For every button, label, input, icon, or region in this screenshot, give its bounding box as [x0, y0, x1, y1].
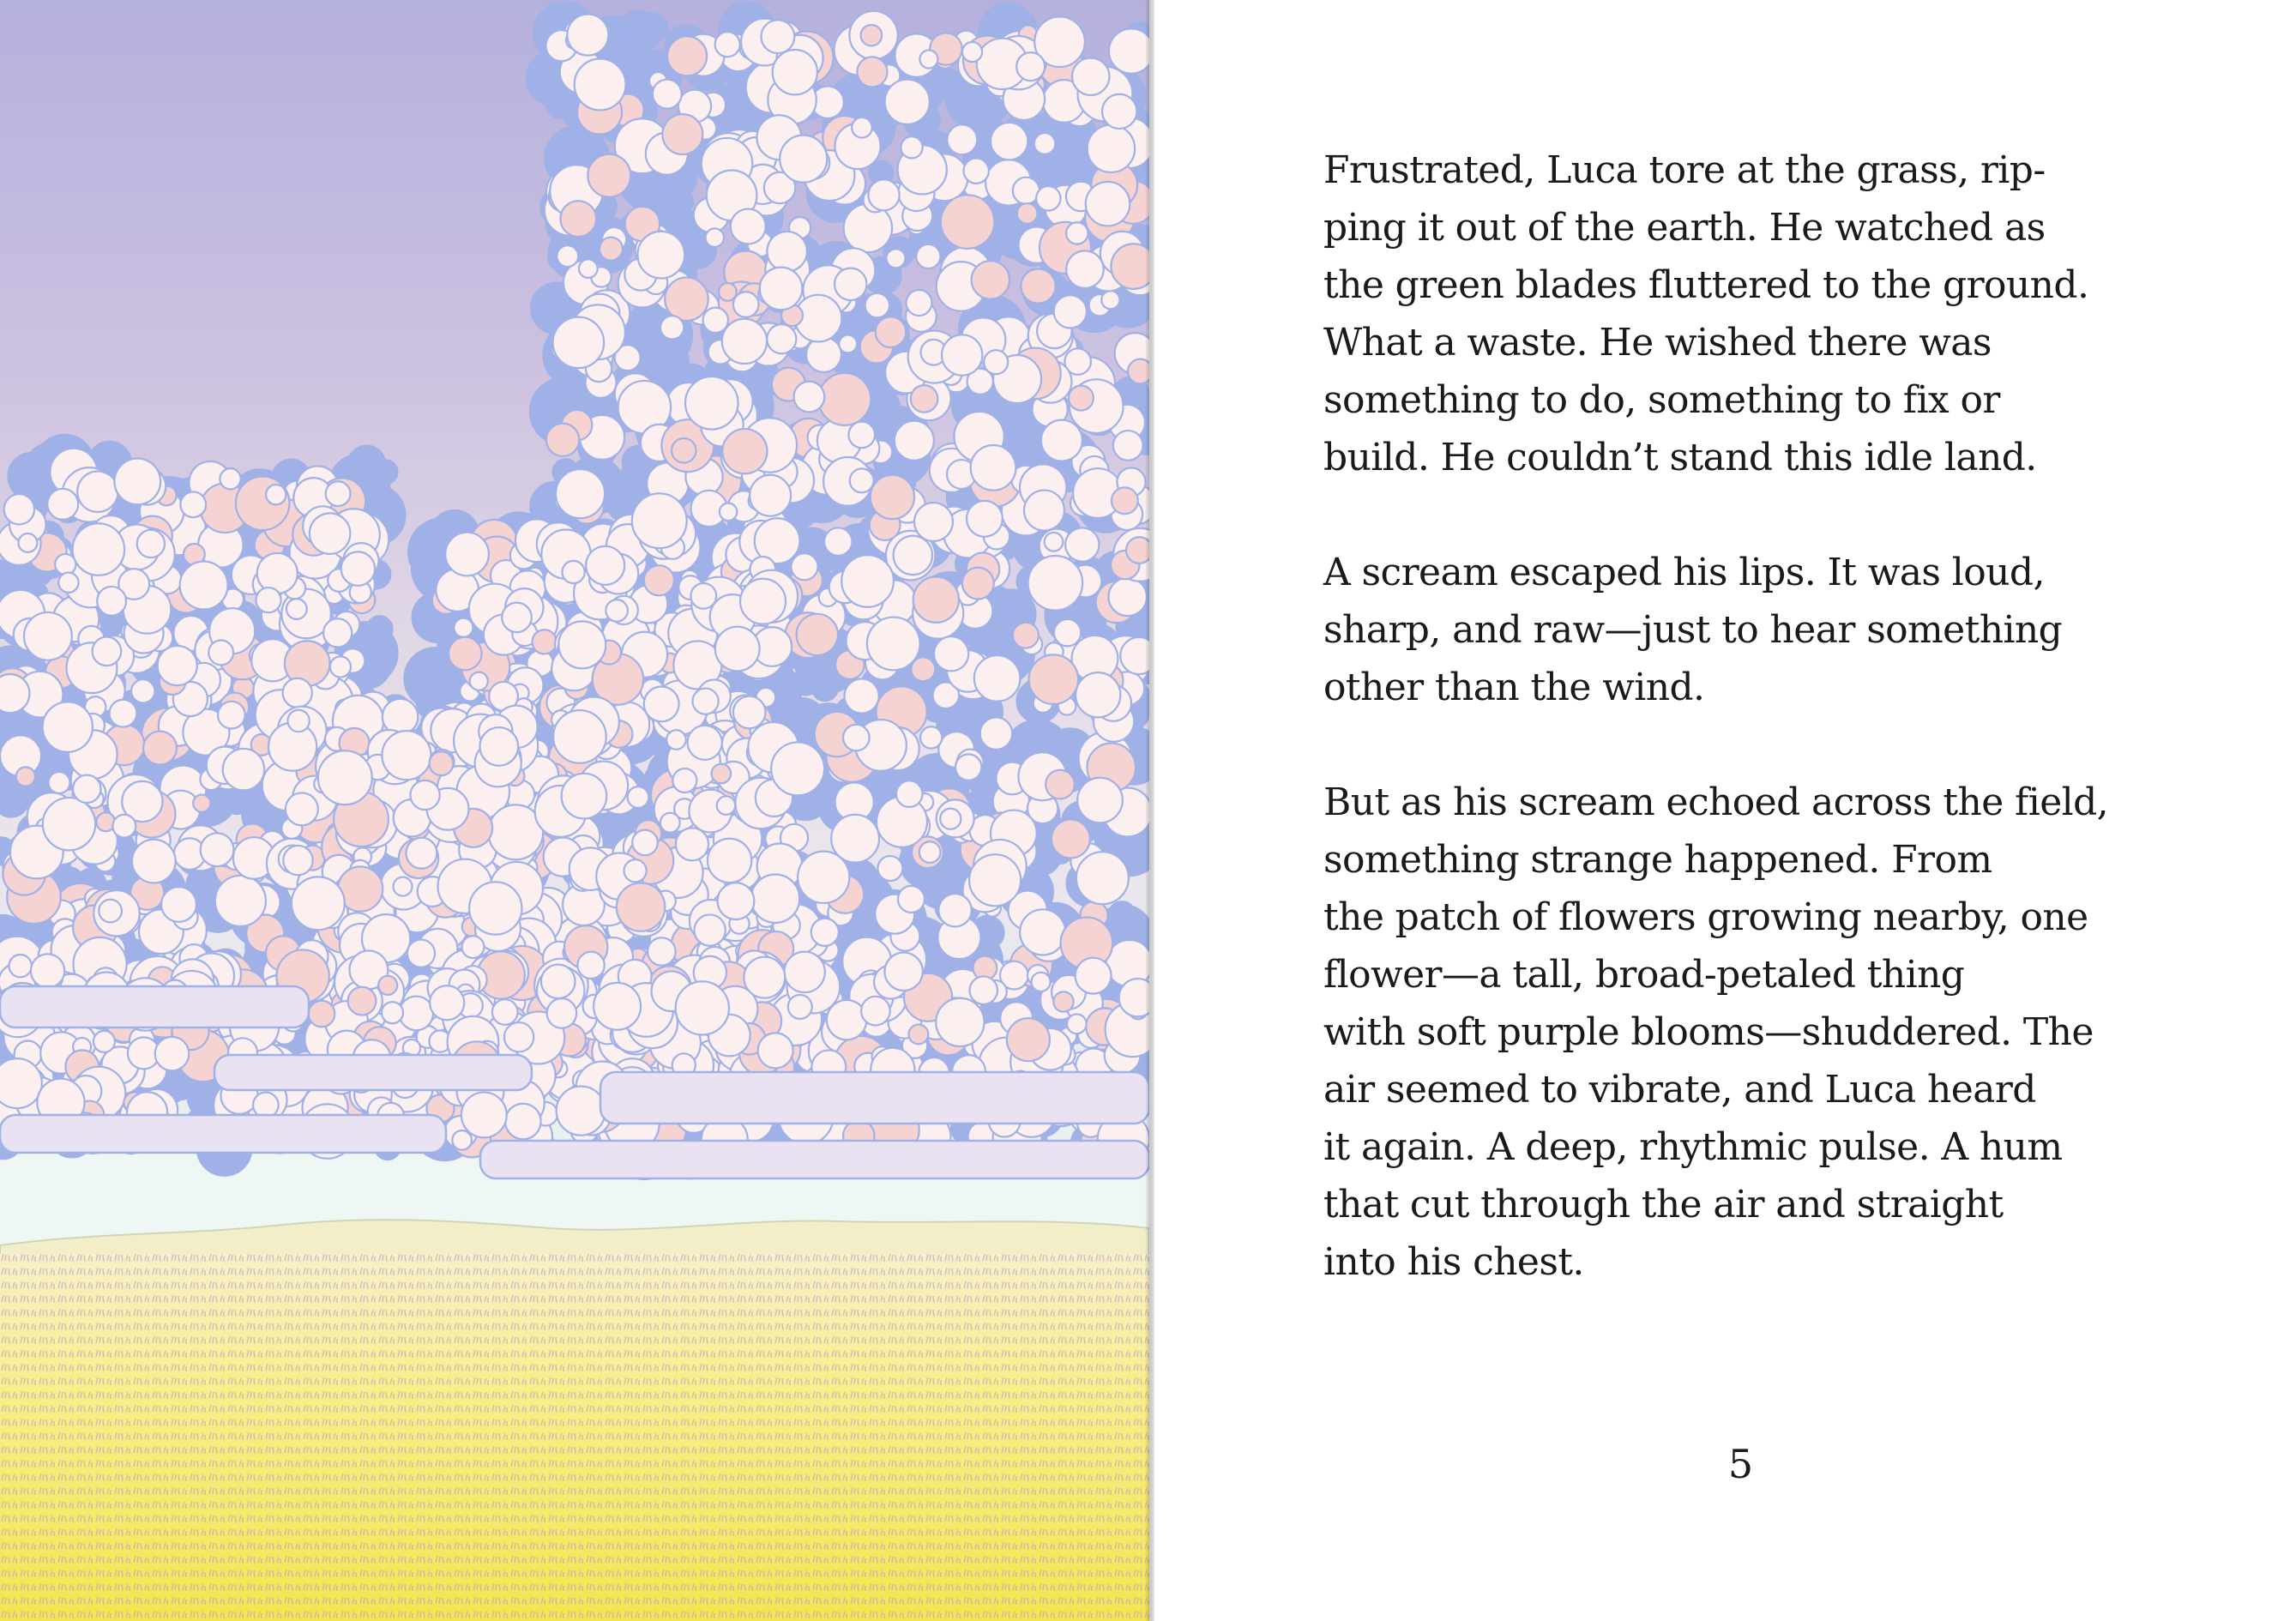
cloud-puff: [672, 768, 696, 792]
cloud-puff: [0, 674, 29, 713]
cloud-puff: [505, 1104, 541, 1140]
cloud-puff: [1072, 58, 1109, 95]
cloud-puff: [1054, 295, 1087, 328]
cloud-puff: [760, 268, 803, 310]
cloud-puff: [479, 727, 518, 766]
cloud-puff: [672, 438, 696, 462]
cloud-puff: [762, 20, 795, 53]
cloud-puff: [93, 1031, 115, 1052]
cloud-puff: [818, 373, 871, 425]
cloud-puff: [180, 491, 206, 517]
cloud-puff: [991, 123, 1028, 160]
cloud-puff: [462, 936, 485, 958]
cloud-puff: [430, 985, 464, 1020]
cloud-puff: [706, 228, 725, 247]
cloud-puff: [868, 179, 899, 210]
cloud-puff: [624, 859, 647, 882]
cloud-puff: [1017, 203, 1038, 224]
cloud-puff: [110, 700, 137, 727]
cloud-puff: [215, 876, 266, 926]
cloud-puff: [193, 794, 210, 811]
cloud-puff: [579, 259, 598, 278]
cloud-puff: [1112, 487, 1138, 514]
cloud-puff: [1088, 125, 1135, 172]
cloud-puff: [780, 136, 827, 183]
cloud-puff: [617, 883, 665, 931]
cloud-puff: [114, 459, 160, 505]
cloud-puff: [180, 562, 228, 610]
cloud-puff: [1086, 182, 1130, 226]
cloud-puff: [283, 678, 312, 708]
cloud-puff: [876, 316, 907, 347]
cloud-puff: [1016, 52, 1045, 81]
cloud-puff: [637, 232, 684, 279]
cloud-puff: [407, 940, 435, 967]
cloud-puff: [326, 481, 351, 506]
cloud-puff: [852, 118, 872, 138]
cloud-puff: [920, 726, 942, 748]
cloud-puff: [24, 612, 72, 660]
cloud-puff: [850, 468, 874, 492]
cloud-puff: [112, 815, 136, 838]
cloud-puff: [286, 792, 318, 825]
cloud-puff: [941, 195, 995, 249]
cloud-puff: [628, 786, 649, 808]
cloud-puff: [861, 997, 890, 1026]
cloud-puff: [546, 424, 579, 456]
cloud-puff: [158, 646, 197, 685]
cloud-puff: [895, 421, 934, 461]
cloud-puff: [48, 772, 69, 793]
cloud-puff: [767, 324, 796, 353]
cloud-puff: [1076, 852, 1129, 904]
cloud-puff: [287, 710, 309, 732]
cloud-puff: [660, 316, 684, 339]
cloud-puff: [720, 503, 737, 521]
cloud-puff: [1013, 623, 1039, 648]
cloud-puff: [1102, 94, 1136, 129]
cloud-puff: [632, 493, 687, 548]
cloud-puff: [653, 80, 682, 109]
cloud-puff: [266, 485, 286, 504]
cloud-puff: [558, 621, 606, 668]
cloud-puff: [4, 494, 34, 524]
cloud-puff: [884, 953, 922, 991]
cloud-puff: [562, 561, 584, 583]
cloud-puff: [445, 533, 489, 576]
stratus-band: [0, 1115, 446, 1153]
cloud-puff: [797, 614, 838, 655]
cloud-puff: [676, 981, 729, 1034]
cloud-puff: [751, 874, 799, 922]
cloud-puff: [73, 775, 100, 803]
cloud-puff: [399, 997, 433, 1031]
cloud-puff: [806, 337, 841, 372]
cloud-puff: [600, 238, 623, 261]
cloud-puff: [588, 154, 630, 197]
cloud-puff: [99, 900, 122, 923]
cloud-puff: [962, 568, 994, 600]
cloud-puff: [556, 469, 605, 518]
cloud-puff: [731, 209, 766, 244]
cloud-puff: [155, 1037, 190, 1071]
cloud-puff: [1036, 186, 1060, 210]
cloud-puff: [936, 998, 984, 1046]
cloud-puff: [644, 565, 674, 595]
cloud-puff: [967, 501, 1003, 537]
cloud-puff: [533, 630, 557, 654]
cloud-puff: [908, 1025, 928, 1045]
cloud-puff: [223, 749, 264, 790]
cloud-puff: [712, 764, 732, 784]
cloud-puff: [835, 268, 866, 300]
cloud-puff: [885, 80, 930, 124]
stratus-band: [480, 1141, 1149, 1178]
cloud-puff: [665, 277, 708, 320]
cloud-puff: [1113, 431, 1143, 461]
cloud-puff: [722, 319, 767, 364]
cloud-puff: [969, 854, 1021, 906]
cloud-puff: [382, 1002, 403, 1023]
cloud-puff: [894, 536, 932, 575]
cloud-puff: [560, 201, 596, 237]
cloud-puff: [788, 995, 812, 1019]
cloud-puff: [461, 1093, 507, 1138]
cloud-puff: [715, 627, 760, 672]
cloud-puff: [452, 1130, 472, 1150]
cloud-puff: [773, 50, 817, 94]
cloud-puff: [916, 244, 940, 268]
cloud-puff: [567, 15, 608, 56]
cloud-puff: [648, 937, 675, 965]
cloud-puff: [940, 809, 961, 829]
cloud-puff: [283, 846, 312, 875]
cloud-puff: [594, 983, 641, 1030]
cloud-puff: [740, 579, 786, 624]
cloud-puff: [1108, 578, 1147, 617]
cloud-puff: [310, 513, 350, 553]
cloud-puff: [857, 57, 887, 87]
cloud-puff: [469, 882, 521, 934]
cloud-puff: [644, 686, 679, 721]
cloud-puff: [1041, 420, 1082, 461]
cloud-puff: [430, 751, 454, 775]
cloud-puff: [330, 656, 351, 677]
cloud-puff: [541, 965, 576, 999]
cloud-puff: [1045, 533, 1064, 551]
cloud-puff: [1076, 958, 1112, 994]
cloud-puff: [31, 954, 64, 987]
cloud-puff: [848, 422, 875, 449]
cloud-puff: [767, 232, 807, 272]
cloud-puff: [676, 828, 708, 860]
page-number: 5: [1727, 1441, 1754, 1487]
cloud-puff: [43, 702, 93, 751]
cloud-puff: [161, 887, 196, 922]
cloud-puff: [286, 599, 307, 619]
cloud-puff: [688, 726, 722, 760]
cloud-puff: [378, 976, 397, 995]
cloud-puff: [733, 696, 766, 729]
cloud-puff: [1066, 250, 1104, 288]
cloud-puff: [962, 42, 982, 62]
cloud-puff: [972, 261, 1009, 298]
cloud-puff: [1054, 619, 1081, 646]
cloud-puff: [1021, 268, 1055, 303]
cloud-puff: [934, 636, 968, 671]
cloud-puff: [318, 750, 372, 804]
cloud-puff: [218, 702, 245, 729]
cloud-puff: [984, 350, 1008, 374]
cloud-puff: [504, 1022, 533, 1052]
grass-texture: [0, 1254, 1149, 1621]
cloud-puff: [606, 600, 628, 622]
cloud-puff: [562, 774, 607, 819]
cloud-puff: [586, 546, 624, 585]
cloud-puff: [865, 293, 889, 317]
cloud-puff: [1111, 244, 1149, 289]
cloud-puff: [1024, 491, 1064, 531]
cloud-puff: [861, 25, 883, 46]
cloud-puff: [827, 1000, 866, 1039]
cloud-puff: [1053, 991, 1073, 1011]
cloud-puff: [1032, 973, 1051, 991]
cloud-puff: [77, 472, 118, 512]
cloud-puff: [410, 780, 439, 810]
cloud-puff: [1069, 386, 1094, 411]
cloud-puff: [758, 1033, 793, 1068]
story-text: [1323, 142, 2181, 1348]
cloud-puff: [1007, 1018, 1050, 1061]
cloud-puff: [719, 283, 737, 301]
cloud-mass: [0, 1, 1149, 1179]
cloud-puff: [1101, 291, 1119, 309]
cloud-puff: [639, 13, 666, 40]
cloud-puff: [143, 732, 177, 765]
cloud-puff: [906, 290, 931, 316]
cloud-puff: [348, 987, 377, 1015]
cloud-puff: [131, 679, 154, 702]
cloud-puff: [257, 553, 298, 594]
cloud-puff: [1046, 770, 1075, 799]
cloud-puff: [938, 894, 971, 926]
cloud-puff: [292, 877, 345, 930]
cloud-puff: [744, 957, 785, 998]
cloud-puff: [955, 754, 981, 780]
cloud-puff: [715, 32, 740, 57]
cloud-puff: [947, 124, 977, 154]
cloud-puff: [1066, 222, 1088, 244]
cloud-puff: [256, 588, 280, 612]
cloud-puff: [794, 382, 825, 413]
cloud-puff: [0, 1058, 42, 1108]
paragraph-3: But as his scream echoed across the field, something strange happened. From the patch of flowers growing nearby, one flower—a tall, broad-petaled thing with soft purple blooms—shuddered. The air seemed to vibrate, and Luca heard it again. A deep, rhythmic pulse. A hum that cut through the air and straight into his chest.: [1323, 780, 2109, 1284]
cloud-puff: [913, 577, 959, 623]
cloud-puff: [73, 523, 125, 575]
cloud-puff: [1028, 556, 1083, 611]
cloud-puff: [927, 67, 959, 99]
cloud-puff: [323, 618, 352, 647]
cloud-puff: [844, 678, 878, 713]
cloud-puff: [919, 51, 937, 69]
cloud-puff: [394, 877, 413, 896]
cloud-puff: [841, 555, 894, 607]
cloud-puff: [309, 1001, 335, 1027]
cloud-puff: [553, 710, 606, 763]
cloud-puff: [553, 317, 605, 369]
cloud-puff: [942, 334, 982, 375]
cloud-puff: [971, 445, 1016, 491]
cloud-puff: [694, 914, 725, 945]
cloud-puff: [980, 717, 1013, 750]
cloud-puff: [1067, 1014, 1087, 1033]
cloud-puff: [911, 385, 938, 413]
cloud-puff: [492, 999, 518, 1025]
cloud-puff: [703, 308, 728, 333]
cloud-puff: [575, 59, 626, 111]
cloud-puff: [886, 249, 905, 268]
cloud-puff: [662, 114, 702, 154]
cloud-puff: [132, 840, 176, 883]
cloud-puff: [9, 955, 32, 977]
cloud-puff: [137, 530, 165, 557]
cloud-puff: [667, 36, 707, 75]
cloud-puff: [901, 136, 922, 158]
cloud-puff: [201, 833, 234, 866]
cloud-puff: [843, 725, 870, 751]
cloud-puff: [43, 798, 95, 850]
cloud-puff: [791, 553, 817, 580]
cloud-puff: [449, 637, 482, 671]
cloud-puff: [771, 742, 824, 795]
cloud-puff: [919, 841, 941, 863]
cloud-puff: [502, 603, 532, 633]
cloud-puff: [557, 1086, 606, 1135]
paragraph-1: Frustrated, Luca tore at the grass, rip- ping it out of the earth. He watched as the green blades fluttered to the ground. What a waste. He wished there was something to do, something to fix or build. He couldn’t stand this idle land.: [1323, 148, 2089, 479]
cloud-puff: [557, 245, 578, 267]
paragraph-2: A scream escaped his lips. It was loud, sharp, and raw—just to hear something other than the wind.: [1323, 551, 2063, 709]
cloud-puff: [93, 637, 122, 666]
cloud-puff: [784, 952, 824, 992]
cloud-puff: [896, 780, 923, 807]
text-page: [1154, 0, 2296, 1621]
cloud-puff: [722, 429, 767, 473]
cloud-puff: [547, 998, 577, 1028]
cloud-puff: [717, 796, 736, 815]
cloud-puff: [1034, 133, 1056, 154]
cloud-puff: [406, 838, 437, 869]
cloud-puff: [685, 377, 738, 430]
cloud-puff: [811, 919, 839, 946]
cloud-puff: [577, 952, 604, 979]
cloud-puff: [1052, 819, 1090, 858]
cloud-puff: [964, 158, 989, 183]
cloud-puff: [208, 641, 233, 666]
cloud-puff: [366, 616, 393, 642]
cloud-puff: [1020, 909, 1065, 955]
cloud-puff: [733, 292, 759, 317]
cloud-puff: [18, 533, 37, 552]
cloud-puff: [16, 767, 35, 786]
cloud-puff: [220, 468, 240, 489]
cloud-puff: [970, 976, 997, 1003]
cloud-puff: [798, 852, 849, 903]
cloud-puff: [1109, 28, 1149, 73]
stratus-band: [0, 986, 309, 1027]
cloud-puff: [58, 573, 78, 593]
cloud-puff: [666, 188, 694, 216]
stratus-band: [600, 1072, 1149, 1124]
cloud-puff: [660, 813, 680, 833]
cloud-puff: [750, 475, 791, 516]
cloud-puff: [871, 475, 914, 519]
cloud-puff: [867, 618, 920, 671]
cloud-puff: [382, 731, 431, 780]
cloud-puff: [666, 730, 686, 750]
cloud-puff: [877, 856, 902, 881]
cloud-puff: [341, 551, 375, 585]
cloud-puff: [1077, 778, 1123, 823]
cloud-puff: [1029, 654, 1079, 704]
cloud-puff: [718, 883, 755, 919]
cloud-puff: [914, 503, 953, 541]
cloud-puff: [1076, 672, 1120, 717]
cloud-puff: [974, 655, 1021, 702]
cloud-puff: [1065, 527, 1099, 561]
cloud-puff: [708, 839, 751, 883]
cloud-puff: [824, 527, 853, 556]
cloud-puff: [454, 618, 473, 637]
cloud-puff: [47, 489, 78, 520]
cloud-puff: [253, 1093, 279, 1118]
cloud-puff: [470, 672, 488, 690]
cloud-puff: [97, 587, 126, 616]
cloud-puff: [898, 886, 925, 913]
cloud-puff: [632, 830, 658, 856]
cloud-puff: [692, 689, 718, 714]
stratus-band: [214, 1055, 532, 1090]
